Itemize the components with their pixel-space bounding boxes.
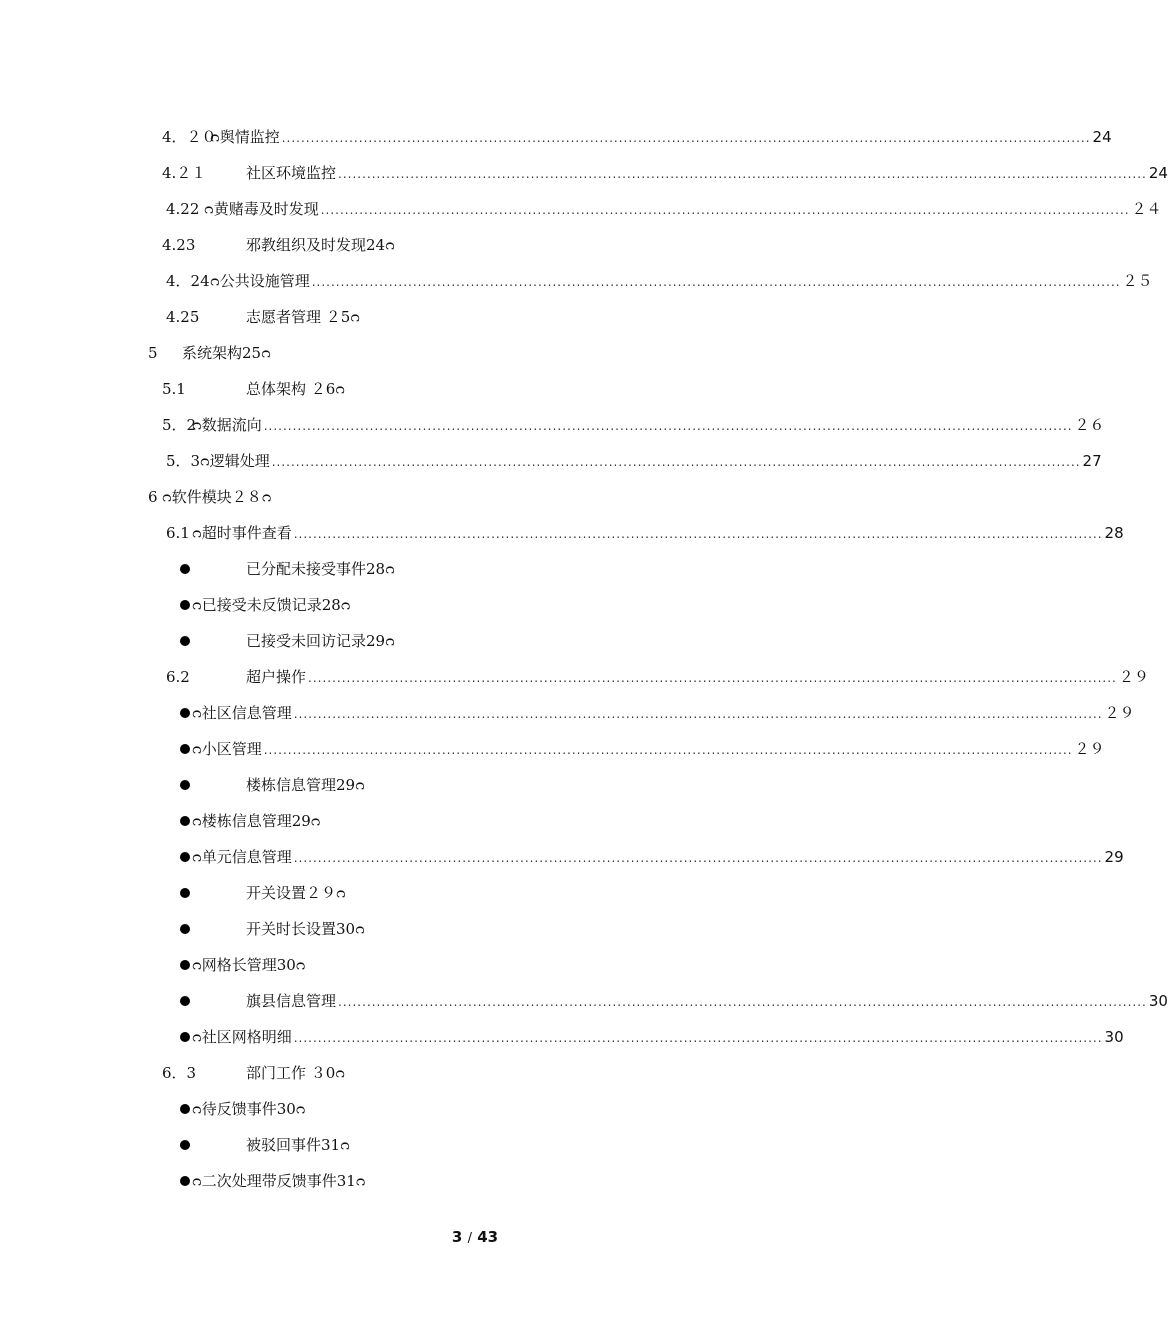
bullet-icon <box>180 924 190 934</box>
toc-entry <box>180 954 580 976</box>
toc-entry <box>180 1026 1124 1048</box>
dot-leader: ........................................................................................................................................................................ <box>263 419 1073 433</box>
toc-entry-title: ᴒ软件模块２８ᴒ <box>162 488 272 506</box>
toc-entry <box>162 162 1168 184</box>
toc-entry <box>180 990 1168 1012</box>
page-separator: / <box>467 1231 472 1246</box>
bullet-icon <box>180 1140 190 1150</box>
toc-entry <box>166 270 1153 292</box>
dot-leader: ........................................................................................................................................................................ <box>293 707 1103 721</box>
toc-entry-number: 6.1 <box>166 524 190 542</box>
toc-entry-page: ２９ <box>1104 704 1135 722</box>
toc-entry-title: ᴒ楼栋信息管理29ᴒ <box>192 812 321 830</box>
toc-entry <box>180 594 580 616</box>
toc-entry-title: ᴒ舆情监控 <box>210 128 280 146</box>
toc-entry-number: 5．3 <box>166 452 201 470</box>
bullet-icon <box>180 1032 190 1042</box>
dot-leader: ........................................................................................................................................................................ <box>293 527 1103 541</box>
toc-entry-page: 30 <box>1104 1028 1124 1046</box>
bullet-icon <box>180 708 190 718</box>
toc-entry-number: 4．24 <box>166 272 210 290</box>
toc-entry-title: 已分配未接受事件28ᴒ <box>246 560 395 578</box>
toc-entry <box>148 486 548 508</box>
dot-leader: ........................................................................................................................................................................ <box>263 743 1073 757</box>
toc-entry-page: ２６ <box>1074 416 1105 434</box>
toc-entry <box>180 558 580 580</box>
bullet-icon <box>180 636 190 646</box>
toc-entry-title: ᴒ单元信息管理 <box>192 848 292 866</box>
toc-entry <box>148 342 548 364</box>
toc-entry-title: 楼栋信息管理29ᴒ <box>246 776 365 794</box>
toc-entry-title: 旗县信息管理 <box>246 992 337 1010</box>
toc-entry-title: ᴒ待反馈事件30ᴒ <box>192 1100 306 1118</box>
toc-entry <box>180 918 580 940</box>
toc-entry-title: 部门工作 ３0ᴒ <box>246 1064 346 1082</box>
dot-leader: ........................................................................................................................................................................ <box>271 455 1081 469</box>
toc-entry <box>166 666 1149 688</box>
bullet-icon <box>180 852 190 862</box>
toc-entry-number: 6 <box>148 488 158 506</box>
bullet-icon <box>180 744 190 754</box>
toc-entry-number: 4．２０ <box>162 128 217 146</box>
toc-entry <box>180 846 1124 868</box>
toc-entry-title: 系统架构25ᴒ <box>182 344 271 362</box>
bullet-icon <box>180 816 190 826</box>
dot-leader: ........................................................................................................................................................................ <box>311 275 1121 289</box>
toc-entry-number: 5.1 <box>162 380 186 398</box>
toc-entry-number: 4.22 <box>166 200 200 218</box>
toc-entry-page: 24 <box>1092 128 1112 146</box>
toc-entry-number: 4.２１ <box>162 164 207 182</box>
toc-entry <box>166 450 1102 472</box>
toc-entry-title: 邪教组织及时发现24ᴒ <box>246 236 395 254</box>
toc-entry-title: ᴒ社区信息管理 <box>192 704 292 722</box>
page-number-footer <box>0 1228 950 1246</box>
toc-entry <box>166 522 1124 544</box>
toc-entry-page: 29 <box>1104 848 1124 866</box>
toc-entry-page: 28 <box>1104 524 1124 542</box>
toc-entry-title: 社区环境监控 <box>246 164 337 182</box>
dot-leader: ........................................................................................................................................................................ <box>320 203 1130 217</box>
toc-entry <box>162 234 562 256</box>
toc-entry-page: ２９ <box>1074 740 1105 758</box>
toc-entry <box>166 306 566 328</box>
toc-entry <box>180 882 580 904</box>
toc-entry-number: 5 <box>148 344 158 362</box>
bullet-icon <box>180 1104 190 1114</box>
bullet-icon <box>180 564 190 574</box>
toc-entry <box>166 198 1162 220</box>
toc-entry-title: ᴒ黄赌毒及时发现 <box>204 200 319 218</box>
toc-entry <box>162 378 562 400</box>
toc-entry <box>180 702 1135 724</box>
toc-entry-title: ᴒ逻辑处理 <box>200 452 270 470</box>
toc-entry <box>180 630 580 652</box>
toc-entry-number: 4.25 <box>166 308 200 326</box>
toc-entry-title: 已接受未回访记录29ᴒ <box>246 632 395 650</box>
toc-entry-title: ᴒ超时事件查看 <box>192 524 292 542</box>
dot-leader: ........................................................................................................................................................................ <box>293 1031 1103 1045</box>
dot-leader: ........................................................................................................................................................................ <box>338 995 1147 1009</box>
bullet-icon <box>180 996 190 1006</box>
toc-entry-title: ᴒ小区管理 <box>192 740 262 758</box>
toc-entry-title: 开关设置２９ᴒ <box>246 884 346 902</box>
toc-entry <box>180 1170 580 1192</box>
toc-entry-number: 4.23 <box>162 236 196 254</box>
bullet-icon <box>180 600 190 610</box>
dot-leader: ........................................................................................................................................................................ <box>308 671 1117 685</box>
toc-entry-title: ᴒ二次处理带反馈事件31ᴒ <box>192 1172 366 1190</box>
toc-entry-page: 24 <box>1148 164 1168 182</box>
toc-entry-page: 27 <box>1082 452 1102 470</box>
toc-entry <box>180 1134 580 1156</box>
toc-entry-page: 30 <box>1148 992 1168 1010</box>
toc-entry-title: 超户操作 <box>246 668 307 686</box>
toc-entry-title: ᴒ网格长管理30ᴒ <box>192 956 306 974</box>
toc-entry <box>162 126 1112 148</box>
total-pages: 43 <box>477 1228 499 1246</box>
toc-entry <box>180 774 580 796</box>
bullet-icon <box>180 960 190 970</box>
toc-entry-title: ᴒ公共设施管理 <box>210 272 310 290</box>
dot-leader: ........................................................................................................................................................................ <box>338 167 1147 181</box>
current-page: 3 <box>451 1228 463 1246</box>
toc-entry-number: 5．2 <box>162 416 197 434</box>
toc-entry-number: 6.2 <box>166 668 190 686</box>
toc-entry <box>180 738 1105 760</box>
bullet-icon <box>180 888 190 898</box>
toc-entry <box>162 1062 562 1084</box>
toc-entry <box>180 1098 580 1120</box>
toc-entry-number: 6．3 <box>162 1064 197 1082</box>
toc-entry-title: 总体架构 ２6ᴒ <box>246 380 346 398</box>
bullet-icon <box>180 780 190 790</box>
toc-entry-title: ᴒ社区网格明细 <box>192 1028 292 1046</box>
toc-entry-title: ᴒ已接受未反馈记录28ᴒ <box>192 596 351 614</box>
bullet-icon <box>180 1176 190 1186</box>
toc-entry-page: ２５ <box>1122 272 1153 290</box>
toc-entry-page: ２９ <box>1118 668 1149 686</box>
toc-entry-title: ᴒ数据流向 <box>192 416 262 434</box>
toc-entry <box>180 810 580 832</box>
toc-entry-title: 志愿者管理 ２5ᴒ <box>246 308 361 326</box>
toc-entry-title: 被驳回事件31ᴒ <box>246 1136 350 1154</box>
toc-entry-page: ２４ <box>1131 200 1162 218</box>
dot-leader: ........................................................................................................................................................................ <box>293 851 1103 865</box>
toc-entry <box>162 414 1105 436</box>
toc-entry-title: 开关时长设置30ᴒ <box>246 920 365 938</box>
dot-leader: ........................................................................................................................................................................ <box>281 131 1091 145</box>
